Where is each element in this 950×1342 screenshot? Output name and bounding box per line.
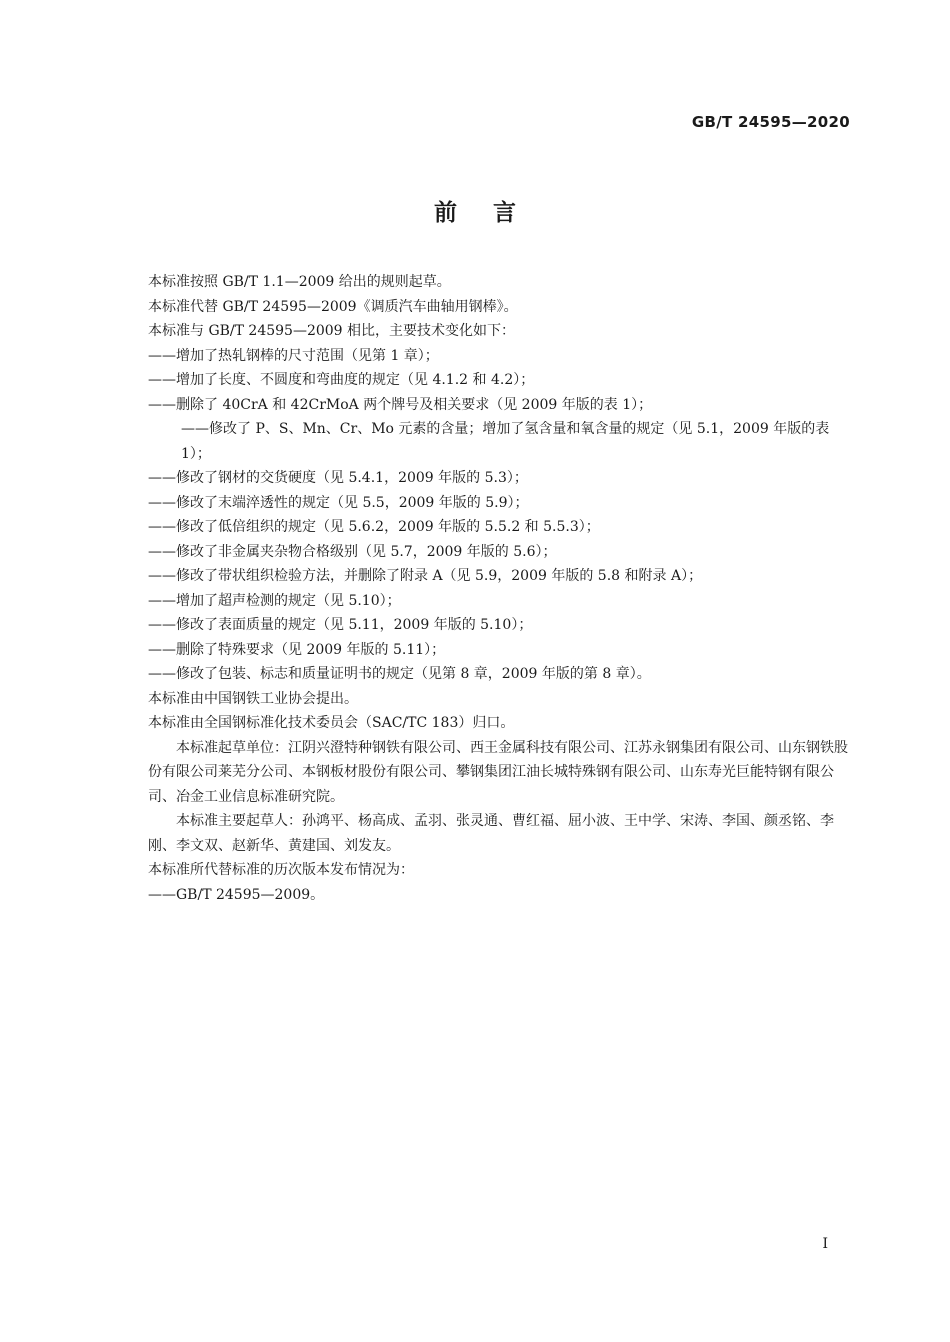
list-item: ——删除了 40CrA 和 42CrMoA 两个牌号及相关要求（见 2009 年版的表 1）； [148, 396, 653, 413]
list-item: ——修改了 P、S、Mn、Cr、Mo 元素的含量；增加了氢含量和氧含量的规定（见 5.1，2009 年版的表 1）； [181, 421, 830, 462]
paragraph: 本标准由中国钢铁工业协会提出。 [148, 690, 358, 707]
foreword-content [148, 270, 850, 907]
list-item: ——增加了长度、不圆度和弯曲度的规定（见 4.1.2 和 4.2）； [148, 372, 535, 388]
list-item: ——增加了超声检测的规定（见 5.10）； [148, 592, 401, 609]
paragraph: 本标准由全国钢标准化技术委员会（SAC/TC 183）归口。 [148, 715, 515, 731]
list-item: ——修改了包装、标志和质量证明书的规定（见第 8 章，2009 年版的第 8 章）。 [148, 666, 651, 682]
paragraph: 本标准代替 GB/T 24595—2009《调质汽车曲轴用钢棒》。 [148, 298, 518, 315]
list-item: ——修改了表面质量的规定（见 5.11，2009 年版的 5.10）； [148, 617, 533, 633]
list-item: ——修改了带状组织检验方法，并删除了附录 A（见 5.9，2009 年版的 5.8 和附录 A）； [148, 568, 703, 584]
page-title: 前言 [434, 200, 552, 226]
document-code: GB/T 24595—2020 [691, 113, 850, 131]
paragraph: 本标准起草单位：江阴兴澄特种钢铁有限公司、西王金属科技有限公司、江苏永钢集团有限公司、山东钢铁股份有限公司莱芜分公司、本钢板材股份有限公司、攀钢集团江油长城特殊钢有限公司、山东寿光巨能特钢有限公司、冶金工业信息标准研究院。 [148, 739, 848, 805]
list-item: ——修改了低倍组织的规定（见 5.6.2，2009 年版的 5.5.2 和 5.5.3）； [148, 519, 600, 535]
list-item: ——GB/T 24595—2009。 [148, 886, 325, 903]
list-item: ——增加了热轧钢棒的尺寸范围（见第 1 章）； [148, 347, 439, 364]
paragraph: 本标准与 GB/T 24595—2009 相比，主要技术变化如下： [148, 323, 516, 339]
paragraph: 本标准所代替标准的历次版本发布情况为： [148, 862, 414, 878]
page-number: I [822, 1236, 828, 1252]
list-item: ——修改了末端淬透性的规定（见 5.5，2009 年版的 5.9）； [148, 494, 529, 511]
list-item: ——修改了钢材的交货硬度（见 5.4.1，2009 年版的 5.3）； [148, 470, 528, 486]
list-item: ——删除了特殊要求（见 2009 年版的 5.11）； [148, 641, 446, 658]
paragraph: 本标准主要起草人：孙鸿平、杨高成、孟羽、张灵通、曹红福、屈小波、王中学、宋涛、李国、颜丞铭、李刚、李文双、赵新华、黄建国、刘发友。 [148, 813, 834, 854]
paragraph: 本标准按照 GB/T 1.1—2009 给出的规则起草。 [148, 274, 451, 290]
list-item: ——修改了非金属夹杂物合格级别（见 5.7，2009 年版的 5.6）； [148, 543, 557, 560]
